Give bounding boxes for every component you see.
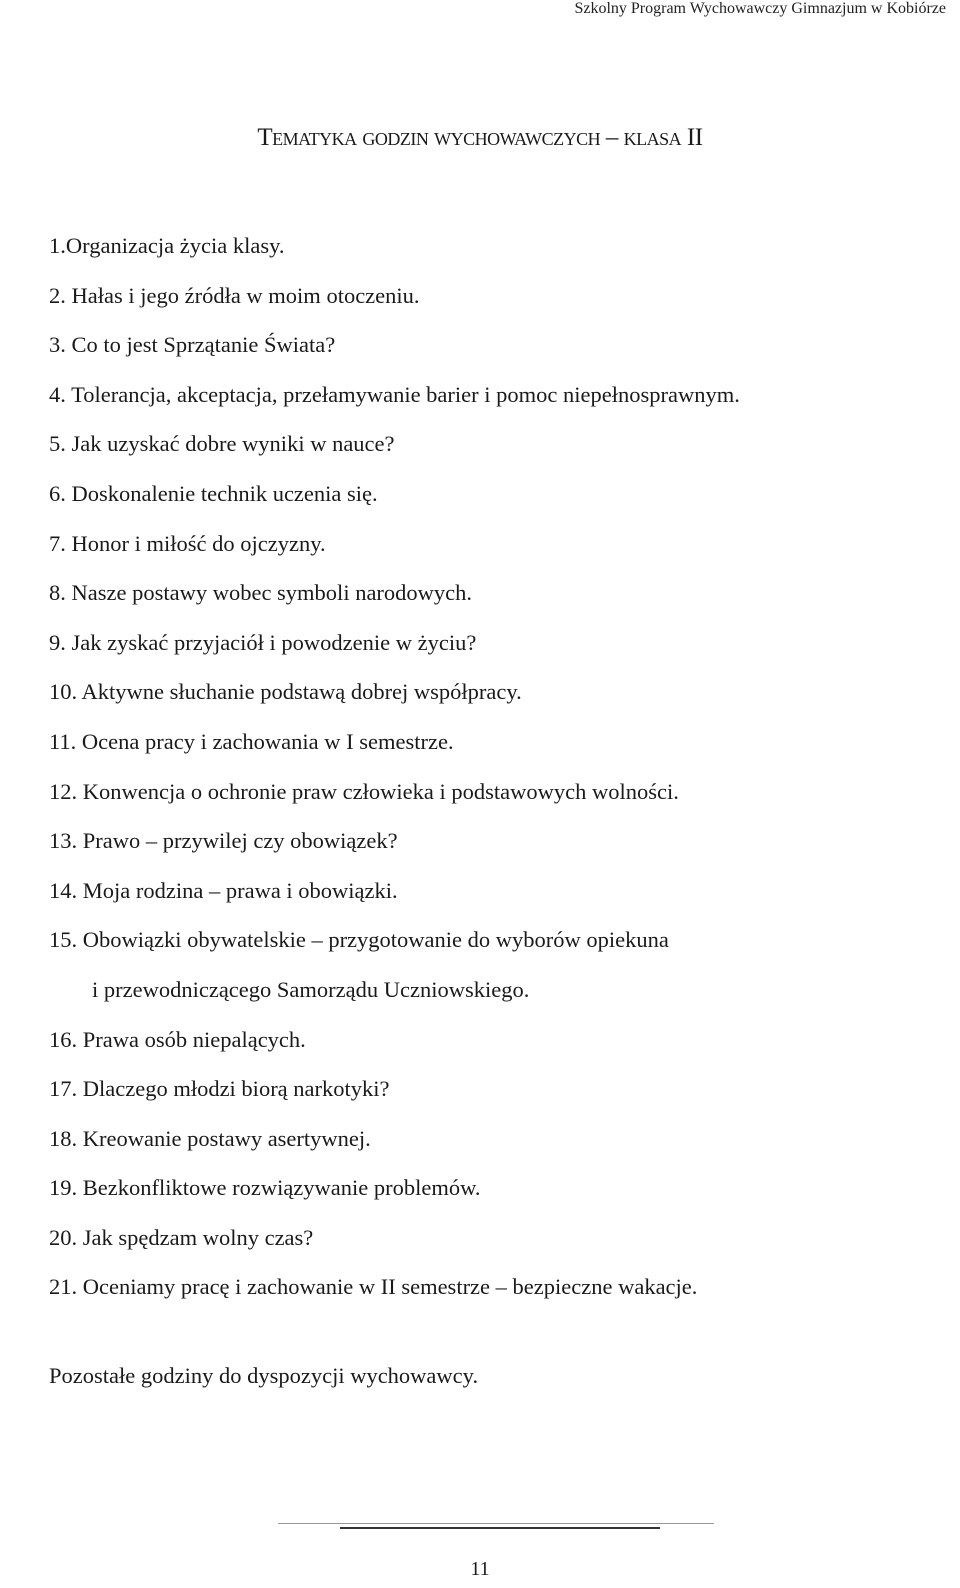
- list-item: 13. Prawo – przywilej czy obowiązek?: [49, 828, 398, 854]
- list-item: 1.Organizacja życia klasy.: [49, 233, 285, 258]
- closing-note: Pozostałe godziny do dyspozycji wychowawcy.: [49, 1363, 479, 1388]
- page-title: Tematyka godzin wychowawczych – klasa II: [257, 124, 703, 151]
- list-item: 2. Hałas i jego źródła w moim otoczeniu.: [49, 282, 420, 308]
- list-item: 11. Ocena pracy i zachowania w I semestrze.: [49, 728, 454, 754]
- list-item: 20. Jak spędzam wolny czas?: [49, 1224, 314, 1250]
- list-item-continuation: i przewodniczącego Samorządu Uczniowskiego.: [92, 976, 530, 1002]
- list-item: 3. Co to jest Sprzątanie Świata?: [49, 332, 336, 358]
- footer-divider: [278, 1523, 714, 1524]
- list-item: [49, 915, 740, 1014]
- list-item: 17. Dlaczego młodzi biorą narkotyki?: [49, 1076, 390, 1102]
- topics-list: [49, 221, 740, 1312]
- list-item: 7. Honor i miłość do ojczyzny.: [49, 530, 326, 556]
- list-item: 12. Konwencja o ochronie praw człowieka i podstawowych wolności.: [49, 778, 679, 804]
- list-item: 10. Aktywne słuchanie podstawą dobrej współpracy.: [49, 679, 522, 705]
- list-item: 14. Moja rodzina – prawa i obowiązki.: [49, 877, 398, 903]
- page-number: 11: [470, 1558, 490, 1580]
- list-item: 6. Doskonalenie technik uczenia się.: [49, 480, 378, 506]
- footer-divider-accent: [340, 1527, 660, 1529]
- list-item: 16. Prawa osób niepalących.: [49, 1026, 306, 1052]
- list-item: 18. Kreowanie postawy asertywnej.: [49, 1125, 371, 1151]
- running-header: Szkolny Program Wychowawczy Gimnazjum w Kobiórze: [574, 0, 946, 17]
- list-item: 19. Bezkonfliktowe rozwiązywanie problemów.: [49, 1175, 481, 1201]
- list-item: 8. Nasze postawy wobec symboli narodowych.: [49, 580, 473, 606]
- list-item: 4. Tolerancja, akceptacja, przełamywanie barier i pomoc niepełnosprawnym.: [49, 381, 740, 407]
- list-item: 9. Jak zyskać przyjaciół i powodzenie w życiu?: [49, 629, 477, 655]
- list-item-text: 15. Obowiązki obywatelskie – przygotowanie do wyborów opiekuna: [49, 927, 669, 953]
- list-item: 5. Jak uzyskać dobre wyniki w nauce?: [49, 431, 395, 457]
- list-item: 21. Oceniamy pracę i zachowanie w II semestrze – bezpieczne wakacje.: [49, 1274, 698, 1300]
